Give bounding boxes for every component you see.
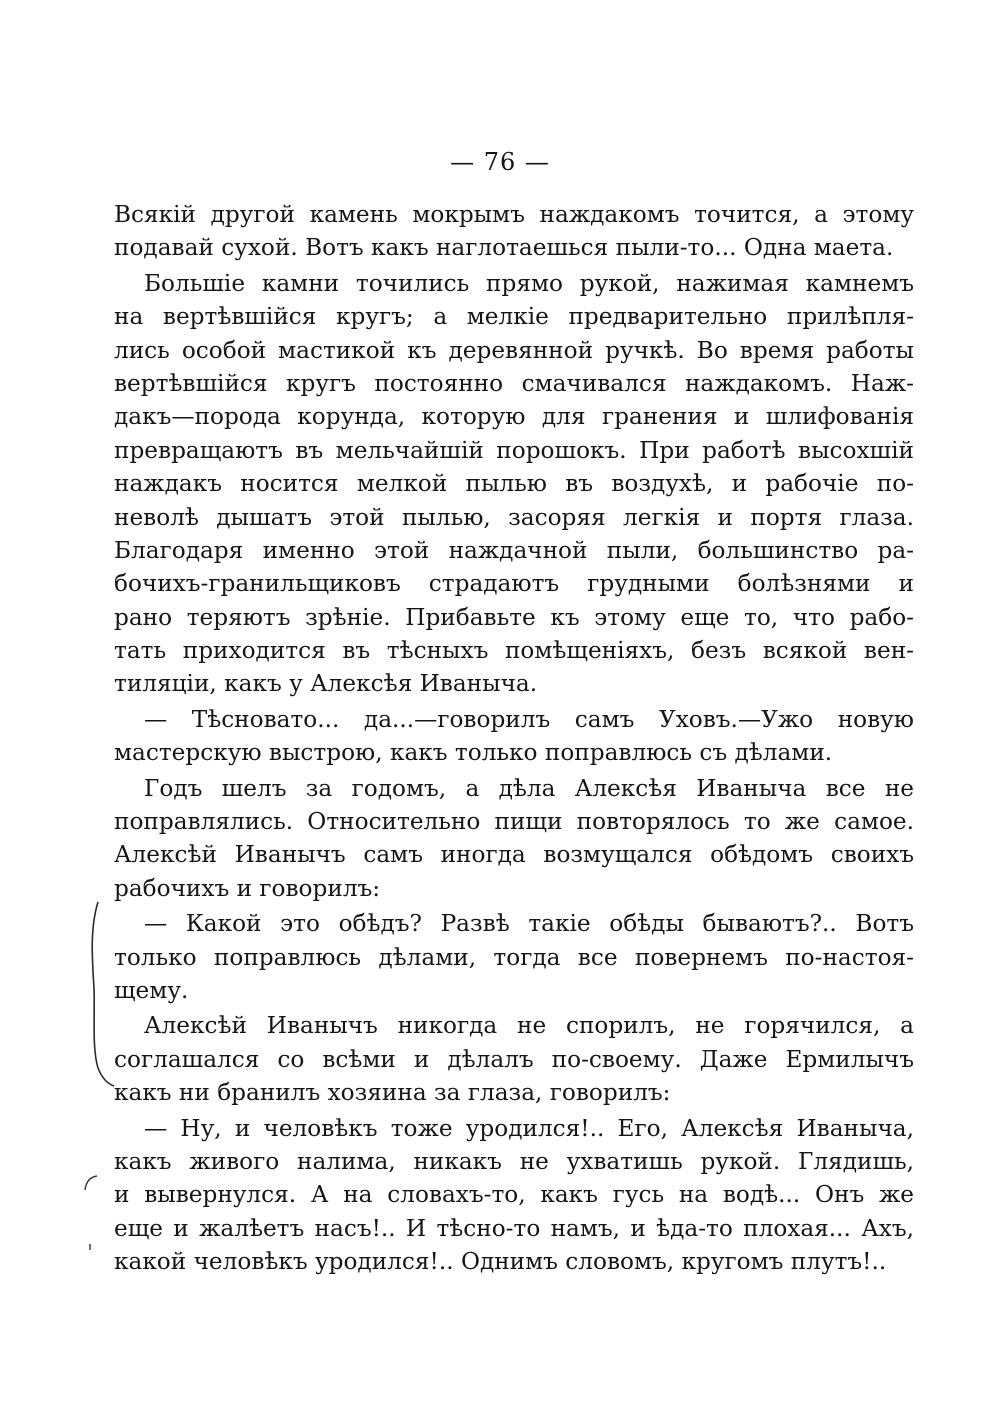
page-number: — 76 — bbox=[450, 148, 550, 176]
text-line: Алексѣй Иванычъ самъ иногда возмущался обѣдомъ своихъ bbox=[114, 841, 914, 869]
text-line: тиляціи, какъ у Алексѣя Иваныча. bbox=[114, 670, 538, 698]
text-line: подавай сухой. Вотъ какъ наглотаешься пыли-то... Одна маета. bbox=[114, 234, 894, 262]
paragraph-start-line: Годъ шелъ за годомъ, а дѣла Алексѣя Иваныча все не bbox=[144, 774, 914, 802]
margin-pencil-mark bbox=[82, 1172, 100, 1192]
dialogue-line: — Тѣсновато... да...—говорилъ самъ Уховъ.—Ужо новую bbox=[144, 705, 914, 733]
text-line: лись особой мастикой къ деревянной ручкѣ. Во время работы bbox=[114, 336, 914, 364]
text-line: Благодаря именно этой наждачной пыли, большинство ра- bbox=[114, 536, 914, 564]
text-line: и вывернулся. А на словахъ-то, какъ гусь на водѣ... Онъ же bbox=[114, 1181, 914, 1209]
text-line: на вертѣвшійся кругъ; а мелкіе предварительно прилѣпля- bbox=[114, 303, 914, 331]
text-line: какой человѣкъ уродился!.. Однимъ словомъ, кругомъ плутъ!.. bbox=[114, 1248, 887, 1276]
margin-bracket-mark bbox=[80, 898, 120, 1088]
text-line: вертѣвшійся кругъ постоянно смачивался наждакомъ. Наж- bbox=[114, 369, 914, 397]
text-line: поправлялись. Относительно пищи повторялось то же самое. bbox=[114, 808, 914, 836]
text-line: неволѣ дышатъ этой пылью, засоряя легкія и портя глаза. bbox=[114, 503, 914, 531]
text-line: мастерскую выстрою, какъ только поправлюсь съ дѣлами. bbox=[114, 739, 833, 767]
text-line: еще и жалѣетъ насъ!.. И тѣсно-то намъ, и ѣда-то плохая... Ахъ, bbox=[114, 1214, 914, 1242]
text-line: Всякій другой камень мокрымъ наждакомъ точится, а этому bbox=[114, 201, 914, 228]
text-line: какъ ни бранилъ хозяина за глаза, говорилъ: bbox=[114, 1079, 671, 1107]
text-line: превращаютъ въ мельчайшій порошокъ. При работѣ высохшій bbox=[114, 436, 914, 464]
paragraph-start-line: Большіе камни точились прямо рукой, нажимая камнемъ bbox=[144, 269, 914, 297]
text-line: какъ живого налима, никакъ не ухватишь рукой. Глядишь, bbox=[114, 1147, 914, 1175]
dialogue-line: — Какой это обѣдъ? Развѣ такіе обѣды бываютъ?.. Вотъ bbox=[144, 910, 914, 938]
text-line: дакъ—порода корунда, которую для гранения и шлифованія bbox=[114, 403, 914, 431]
text-line: тать приходится въ тѣсныхъ помѣщеніяхъ, безъ всякой вен- bbox=[114, 637, 914, 665]
margin-dot-mark bbox=[86, 1242, 94, 1252]
text-line: щему. bbox=[114, 976, 189, 1004]
text-line: только поправлюсь дѣлами, тогда все повернемъ по-настоя- bbox=[114, 943, 914, 971]
dialogue-line: — Ну, и человѣкъ тоже уродился!.. Его, Алексѣя Иваныча, bbox=[144, 1114, 914, 1142]
text-line: наждакъ носится мелкой пылью въ воздухѣ, и рабочіе по- bbox=[114, 470, 914, 498]
text-line: рабочихъ и говорилъ: bbox=[114, 874, 381, 902]
paragraph-start-line: Алексѣй Иванычъ никогда не спорилъ, не горячился, а bbox=[144, 1012, 914, 1040]
body-text bbox=[114, 198, 914, 1279]
text-line: бочихъ-гранильщиковъ страдаютъ грудными болѣзнями и bbox=[114, 570, 914, 598]
text-line: рано теряютъ зрѣніе. Прибавьте къ этому еще то, что рабо- bbox=[114, 603, 914, 631]
text-line: соглашался со всѣми и дѣлалъ по-своему. Даже Ермилычъ bbox=[114, 1045, 914, 1073]
